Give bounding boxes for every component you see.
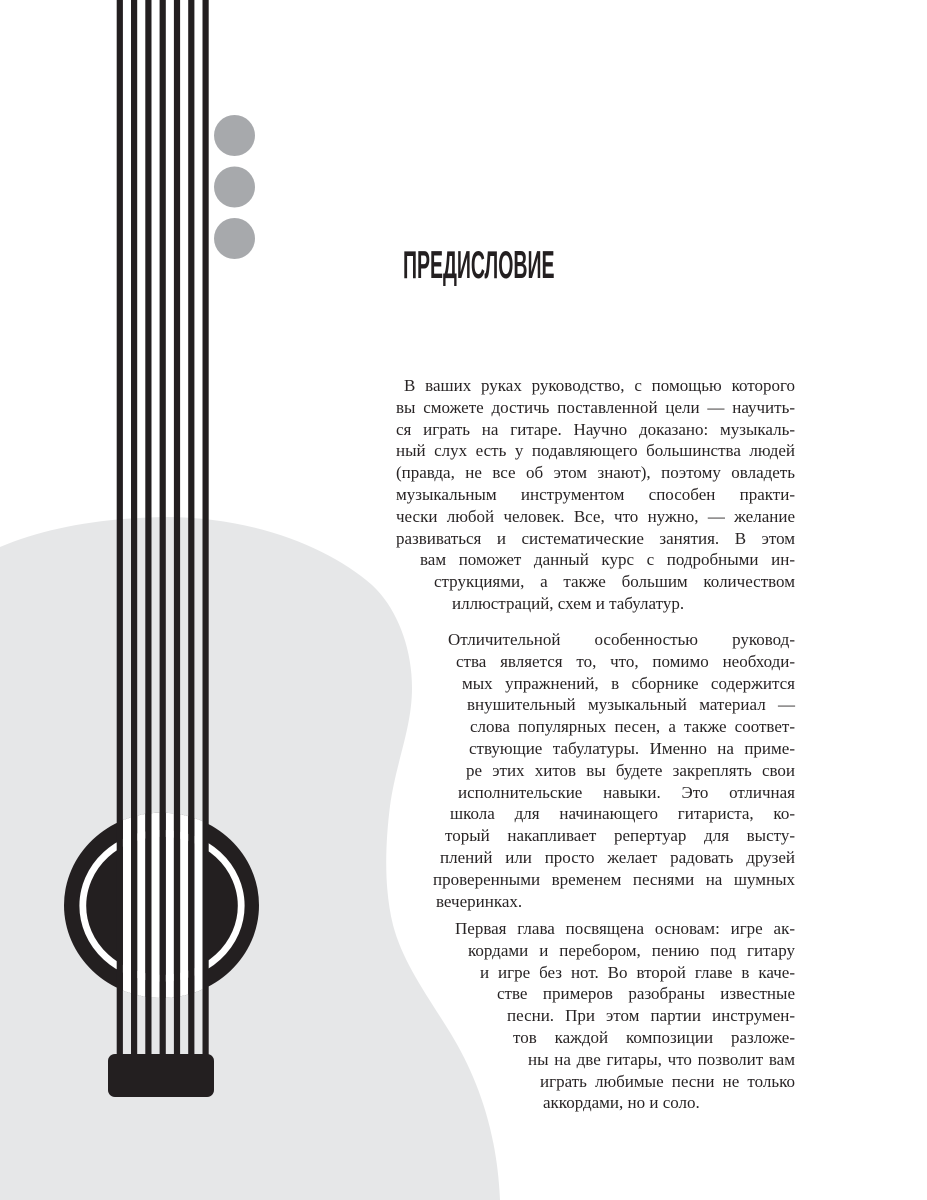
text-line: стве примеров разобраны известные xyxy=(497,984,795,1004)
text-line: Первая глава посвящена основам: игре ак- xyxy=(455,919,795,938)
text-line: музыкальным инструментом способен практи- xyxy=(396,484,795,504)
text-line: плений или просто желает радовать друзей xyxy=(440,847,795,867)
text-line: развиваться и систематические занятия. В этом xyxy=(396,528,795,548)
text-line: тов каждой композиции разложе- xyxy=(513,1027,795,1047)
tuning-pegs xyxy=(214,115,255,259)
tuning-peg xyxy=(214,115,255,156)
text-line: ны на две гитары, что позволит вам xyxy=(528,1049,795,1069)
text-line: вам поможет данный курс с подробными ин- xyxy=(420,550,795,570)
text-line: ствующие табулатуры. Именно на приме- xyxy=(469,738,795,758)
text-line: кордами и перебором, пению под гитару xyxy=(468,940,795,960)
text-line: торый накапливает репертуар для высту- xyxy=(445,826,795,846)
text-line: играть любимые песни не только xyxy=(540,1071,795,1091)
tuning-peg xyxy=(214,218,255,259)
paragraph-3 xyxy=(396,918,795,1114)
paragraph-1 xyxy=(396,375,795,615)
text-line: и игре без нот. Во второй главе в каче- xyxy=(480,962,795,982)
text-line: проверенными временем песнями на шумных xyxy=(433,869,795,889)
text-line: ре этих хитов вы будете закреплять свои xyxy=(466,760,795,780)
text-line: Отличительной особенностью руковод- xyxy=(448,630,795,649)
text-line: иллюстраций, схем и табулатур. xyxy=(452,593,685,613)
text-line: вечеринках. xyxy=(436,891,523,911)
text-line: ный слух есть у подавляющего большинства людей xyxy=(396,441,795,461)
bridge xyxy=(108,1054,214,1097)
text-line: вы сможете достичь поставленной цели — научить- xyxy=(396,397,795,417)
text-line: мых упражнений, в сборнике содержится xyxy=(462,673,795,693)
page-title: ПРЕДИСЛОВИЕ xyxy=(403,244,555,288)
text-line: внушительный музыкальный материал — xyxy=(467,695,795,715)
text-line: исполнительские навыки. Это отличная xyxy=(458,782,795,802)
text-line: слова популярных песен, а также соответ- xyxy=(470,717,795,737)
paragraph-2 xyxy=(396,629,795,912)
text-line: (правда, не все об этом знают), поэтому овладеть xyxy=(396,463,795,483)
text-line: школа для начинающего гитариста, ко- xyxy=(450,804,795,824)
text-line: чески любой человек. Все, что нужно, — желание xyxy=(396,506,795,526)
text-line: ства является то, что, помимо необходи- xyxy=(456,651,795,671)
text-line: аккордами, но и соло. xyxy=(543,1093,700,1113)
text-line: песни. При этом партии инструмен- xyxy=(507,1006,795,1026)
text-line: струкциями, а также большим количеством xyxy=(434,572,795,592)
text-line: ся играть на гитаре. Научно доказано: музыкаль- xyxy=(396,419,795,439)
text-line: В ваших руках руководство, с помощью которого xyxy=(404,376,795,395)
tuning-peg xyxy=(214,167,255,208)
